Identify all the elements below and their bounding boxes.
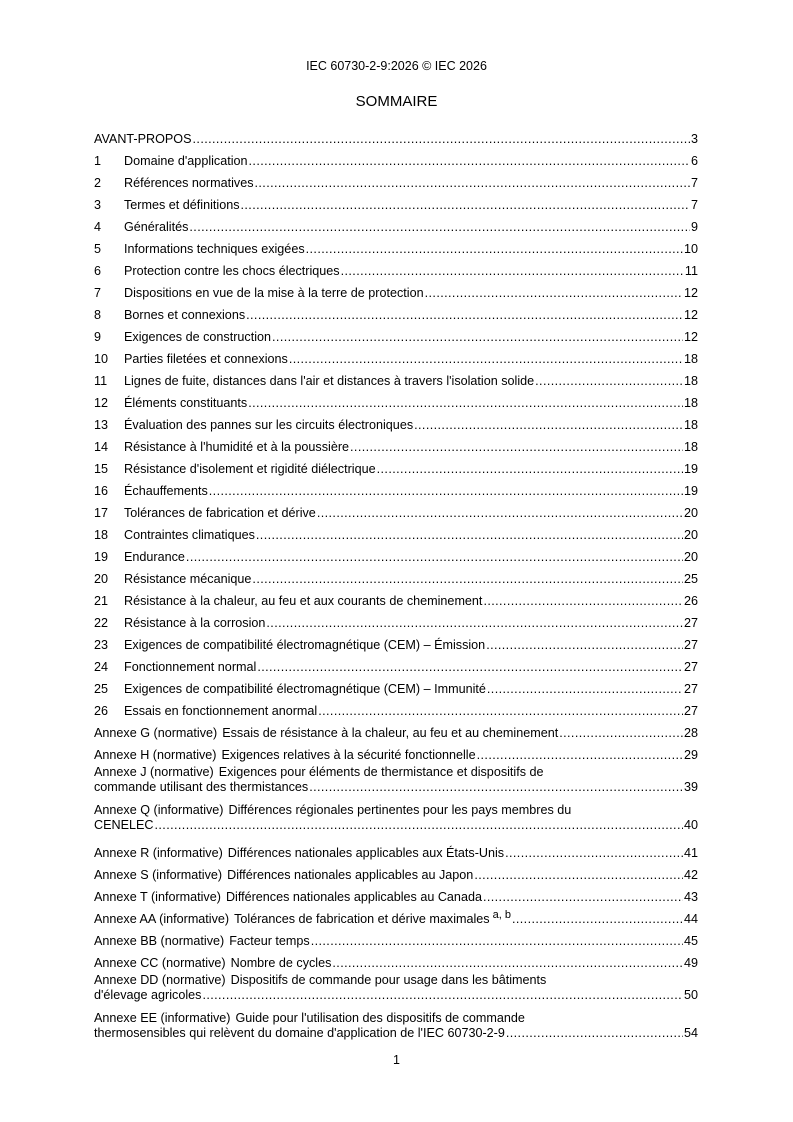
toc-leader-dots (249, 154, 690, 168)
toc-leader-dots (506, 1026, 683, 1040)
toc-entry-label: Bornes et connexions (124, 308, 246, 322)
toc-entry-label: Résistance à l'humidité et à la poussière (124, 440, 350, 454)
toc-annex-entry[interactable] (94, 762, 698, 800)
toc-annex-label: Différences nationales applicables au Japon (227, 868, 474, 882)
toc-leader-dots (474, 868, 683, 882)
toc-annex-entry[interactable] (94, 882, 698, 904)
toc-annex-tag: Annexe EE (informative) (94, 1011, 231, 1025)
toc-entry-number: 6 (94, 264, 102, 278)
toc-annex-entry[interactable] (94, 800, 698, 838)
toc-annex-tag: Annexe S (informative) (94, 868, 223, 882)
toc-entry-label: Généralités (124, 220, 189, 234)
toc-entry-page: 18 (683, 352, 698, 366)
toc-annex-page: 29 (683, 748, 698, 762)
toc-entry-page: 7 (690, 176, 698, 190)
toc-leader-dots (252, 572, 683, 586)
toc-leader-dots (486, 638, 683, 652)
toc-entry-number: 3 (94, 198, 102, 212)
toc-entry-page: 7 (690, 198, 698, 212)
toc-leader-dots (241, 198, 690, 212)
toc-leader-dots (309, 780, 683, 794)
toc-entry-label: Exigences de compatibilité électromagnétique (CEM) – Immunité (124, 682, 486, 696)
toc-annex-tag: Annexe DD (normative) (94, 973, 226, 987)
toc-annex-title-start: Dispositifs de commande pour usage dans les bâtiments (230, 973, 547, 987)
toc-leader-dots (155, 818, 683, 832)
toc-entry[interactable] (94, 498, 698, 520)
toc-entry[interactable] (94, 520, 698, 542)
toc-annex-page: 41 (683, 846, 698, 860)
toc-annex-label: Essais de résistance à la chaleur, au feu et au cheminement (222, 726, 559, 740)
toc-entry[interactable] (94, 652, 698, 674)
toc-entry-label: Protection contre les chocs électriques (124, 264, 340, 278)
toc-entry[interactable] (94, 388, 698, 410)
toc-annex-page: 54 (683, 1026, 698, 1040)
toc-annex-page: 43 (683, 890, 698, 904)
toc-annex-entry[interactable] (94, 718, 698, 740)
toc-annex-first-line (94, 1011, 698, 1026)
toc-entry-number: 20 (94, 572, 109, 586)
toc-leader-dots (341, 264, 684, 278)
toc-annex-page: 42 (683, 868, 698, 882)
toc-leader-dots (559, 726, 683, 740)
toc-entry-number: 22 (94, 616, 109, 630)
toc-entry[interactable] (94, 168, 698, 190)
toc-entry-page: 25 (683, 572, 698, 586)
toc-entry[interactable] (94, 212, 698, 234)
toc-leader-dots (483, 594, 683, 608)
toc-annex-tag: Annexe Q (informative) (94, 803, 224, 817)
toc-entry-label: Exigences de construction (124, 330, 272, 344)
toc-entry-label: Références normatives (124, 176, 254, 190)
toc-entry-number: 25 (94, 682, 109, 696)
toc-annex-title-start: Guide pour l'utilisation des dispositifs de commande (235, 1011, 525, 1025)
toc-entry-page: 27 (683, 660, 698, 674)
toc-entry-label: Fonctionnement normal (124, 660, 257, 674)
toc-entry-page: 10 (683, 242, 698, 256)
toc-annex-tag: Annexe R (informative) (94, 846, 223, 860)
toc-entry-page: 18 (683, 418, 698, 432)
toc-entry-label: Résistance à la chaleur, au feu et aux courants de cheminement (124, 594, 483, 608)
toc-annex-title-start: Différences régionales pertinentes pour les pays membres du (228, 803, 572, 817)
toc-entry-page: 20 (683, 528, 698, 542)
toc-annex-first-line (94, 765, 698, 780)
toc-annex-entry[interactable] (94, 970, 698, 1008)
toc-entry-label: Résistance d'isolement et rigidité diélectrique (124, 462, 376, 476)
toc-entry[interactable] (94, 300, 698, 322)
toc-annex-label: Différences nationales applicables au Canada (225, 890, 482, 904)
toc-annex-page: 28 (683, 726, 698, 740)
toc-entry[interactable] (94, 674, 698, 696)
toc-entry[interactable] (94, 366, 698, 388)
toc-entry-label: Informations techniques exigées (124, 242, 305, 256)
toc-leader-dots (272, 330, 683, 344)
toc-annex-page: 49 (683, 956, 698, 970)
toc-entry-page: 18 (683, 396, 698, 410)
toc-entry-number: 8 (94, 308, 102, 322)
toc-leader-dots (255, 176, 690, 190)
toc-leader-dots (377, 462, 683, 476)
toc-entry-number: 11 (94, 374, 108, 388)
toc-annex-entry[interactable] (94, 1008, 698, 1046)
toc-entry-label: Parties filetées et connexions (124, 352, 288, 366)
toc-entry-page: 19 (683, 484, 698, 498)
toc-entry[interactable] (94, 476, 698, 498)
toc-annex-first-line (94, 973, 698, 988)
toc-entry[interactable] (94, 256, 698, 278)
toc-entry[interactable] (94, 146, 698, 168)
toc-entry-page: 20 (683, 550, 698, 564)
toc-annex-entry[interactable] (94, 860, 698, 882)
toc-annex-tag: Annexe H (normative) (94, 748, 217, 762)
toc-entry-label: Lignes de fuite, distances dans l'air et distances à travers l'isolation solide (124, 374, 535, 388)
toc-leader-dots (202, 988, 683, 1002)
toc-entry-number: 15 (94, 462, 109, 476)
toc-annex-page: 40 (683, 818, 698, 832)
toc-entry-number: 14 (94, 440, 109, 454)
toc-annex-second-line (94, 988, 698, 1002)
toc-entry[interactable] (94, 410, 698, 432)
toc-entry-label: Exigences de compatibilité électromagnétique (CEM) – Émission (124, 638, 486, 652)
toc-annex-footnote-marks: a, b (492, 909, 511, 921)
toc-annex-label: Exigences relatives à la sécurité fonctionnelle (221, 748, 476, 762)
toc-entry-label: Tolérances de fabrication et dérive (124, 506, 316, 520)
toc-entry[interactable] (94, 190, 698, 212)
toc-annex-page: 50 (683, 988, 698, 1002)
toc-leader-dots (535, 374, 683, 388)
toc-entry-number: 2 (94, 176, 102, 190)
toc-leader-dots (318, 704, 683, 718)
toc-leader-dots (414, 418, 683, 432)
toc-entry-number: 4 (94, 220, 102, 234)
table-of-contents (94, 124, 698, 1046)
toc-entry[interactable] (94, 630, 698, 652)
toc-leader-dots (425, 286, 683, 300)
toc-leader-dots (256, 528, 683, 542)
toc-leader-dots (248, 396, 683, 410)
toc-annex-page: 39 (683, 780, 698, 794)
toc-leader-dots (332, 956, 683, 970)
toc-entry[interactable] (94, 608, 698, 630)
toc-entry-number: 9 (94, 330, 102, 344)
toc-entry-page: 18 (683, 440, 698, 454)
toc-leader-dots (477, 748, 683, 762)
toc-annex-label: Tolérances de fabrication et dérive maximales (234, 912, 490, 926)
toc-entry-label: Domaine d'application (124, 154, 248, 168)
toc-annex-label: Nombre de cycles (230, 956, 332, 970)
toc-entry-page: 19 (683, 462, 698, 476)
toc-entry-label: Échauffements (124, 484, 208, 498)
toc-entry-page: 3 (690, 132, 698, 146)
page-number: 1 (393, 1053, 400, 1067)
toc-annex-entry[interactable] (94, 926, 698, 948)
toc-annex-label: commande utilisant des thermistances (94, 780, 309, 794)
toc-entry[interactable] (94, 234, 698, 256)
toc-entry-page: 27 (683, 638, 698, 652)
toc-annex-page: 44 (683, 912, 698, 926)
toc-leader-dots (512, 912, 683, 926)
toc-annex-entry[interactable] (94, 904, 698, 926)
toc-entry-page: 27 (683, 616, 698, 630)
toc-annex-tag: Annexe T (informative) (94, 890, 221, 904)
toc-entry-number: 7 (94, 286, 102, 300)
toc-annex-second-line (94, 1026, 698, 1040)
toc-entry-label: Éléments constituants (124, 396, 248, 410)
toc-entry-label: Évaluation des pannes sur les circuits électroniques (124, 418, 414, 432)
toc-entry-number: 19 (94, 550, 109, 564)
toc-annex-tag: Annexe J (normative) (94, 765, 214, 779)
toc-annex-second-line (94, 780, 698, 794)
toc-leader-dots (317, 506, 683, 520)
toc-annex-second-line (94, 818, 698, 832)
toc-leader-dots (306, 242, 683, 256)
toc-annex-label: Différences nationales applicables aux États-Unis (227, 846, 505, 860)
toc-entry[interactable] (94, 124, 698, 146)
toc-entry[interactable] (94, 696, 698, 718)
toc-annex-first-line (94, 803, 698, 818)
toc-annex-tag: Annexe CC (normative) (94, 956, 226, 970)
toc-entry-label: AVANT-PROPOS (94, 132, 192, 146)
toc-annex-entry[interactable] (94, 740, 698, 762)
toc-entry-label: Endurance (124, 550, 185, 564)
toc-annex-page: 45 (683, 934, 698, 948)
toc-leader-dots (186, 550, 683, 564)
toc-entry[interactable] (94, 344, 698, 366)
toc-entry-page: 20 (683, 506, 698, 520)
document-header: IEC 60730-2-9:2026 © IEC 2026 (306, 59, 487, 73)
toc-entry-number: 18 (94, 528, 109, 542)
toc-entry-number: 16 (94, 484, 109, 498)
toc-entry-page: 27 (683, 704, 698, 718)
toc-annex-tag: Annexe G (normative) (94, 726, 218, 740)
toc-annex-title-start: Exigences pour éléments de thermistance et dispositifs de (218, 765, 544, 779)
toc-annex-label: CENELEC (94, 818, 154, 832)
toc-entry-label: Résistance à la corrosion (124, 616, 266, 630)
toc-entry-number: 12 (94, 396, 109, 410)
toc-entry-label: Termes et définitions (124, 198, 240, 212)
toc-entry-number: 21 (94, 594, 109, 608)
toc-entry-number: 13 (94, 418, 109, 432)
toc-entry-page: 6 (690, 154, 698, 168)
toc-entry[interactable] (94, 564, 698, 586)
toc-entry[interactable] (94, 542, 698, 564)
page-title: SOMMAIRE (355, 93, 438, 110)
toc-entry[interactable] (94, 586, 698, 608)
toc-entry-number: 1 (94, 154, 102, 168)
toc-leader-dots (266, 616, 683, 630)
toc-entry[interactable] (94, 454, 698, 476)
toc-entry-page: 18 (683, 374, 698, 388)
toc-entry-label: Résistance mécanique (124, 572, 252, 586)
toc-entry[interactable] (94, 322, 698, 344)
toc-leader-dots (505, 846, 683, 860)
toc-leader-dots (246, 308, 683, 322)
toc-entry-page: 9 (690, 220, 698, 234)
toc-annex-tag: Annexe BB (normative) (94, 934, 225, 948)
toc-entry-page: 27 (683, 682, 698, 696)
toc-annex-label: d'élevage agricoles (94, 988, 202, 1002)
toc-annex-label: Facteur temps (229, 934, 310, 948)
toc-leader-dots (209, 484, 683, 498)
toc-entry[interactable] (94, 278, 698, 300)
toc-leader-dots (350, 440, 683, 454)
toc-entry-number: 24 (94, 660, 109, 674)
toc-entry-number: 23 (94, 638, 109, 652)
toc-annex-entry[interactable] (94, 948, 698, 970)
toc-entry[interactable] (94, 432, 698, 454)
toc-leader-dots (289, 352, 683, 366)
toc-entry-page: 12 (683, 308, 698, 322)
toc-leader-dots (193, 132, 690, 146)
toc-leader-dots (311, 934, 683, 948)
toc-leader-dots (483, 890, 683, 904)
toc-entry-page: 12 (683, 286, 698, 300)
toc-entry-page: 12 (683, 330, 698, 344)
toc-entry-label: Dispositions en vue de la mise à la terre de protection (124, 286, 424, 300)
toc-annex-entry[interactable] (94, 838, 698, 860)
toc-leader-dots (257, 660, 683, 674)
toc-annex-tag: Annexe AA (informative) (94, 912, 230, 926)
toc-leader-dots (189, 220, 690, 234)
toc-entry-number: 10 (94, 352, 109, 366)
toc-entry-label: Essais en fonctionnement anormal (124, 704, 318, 718)
toc-entry-number: 5 (94, 242, 102, 256)
toc-entry-number: 17 (94, 506, 109, 520)
toc-entry-page: 11 (684, 264, 698, 278)
toc-entry-number: 26 (94, 704, 109, 718)
toc-entry-page: 26 (683, 594, 698, 608)
toc-annex-label: thermosensibles qui relèvent du domaine d'application de l'IEC 60730-2-9 (94, 1026, 505, 1040)
toc-entry-label: Contraintes climatiques (124, 528, 255, 542)
toc-leader-dots (487, 682, 683, 696)
